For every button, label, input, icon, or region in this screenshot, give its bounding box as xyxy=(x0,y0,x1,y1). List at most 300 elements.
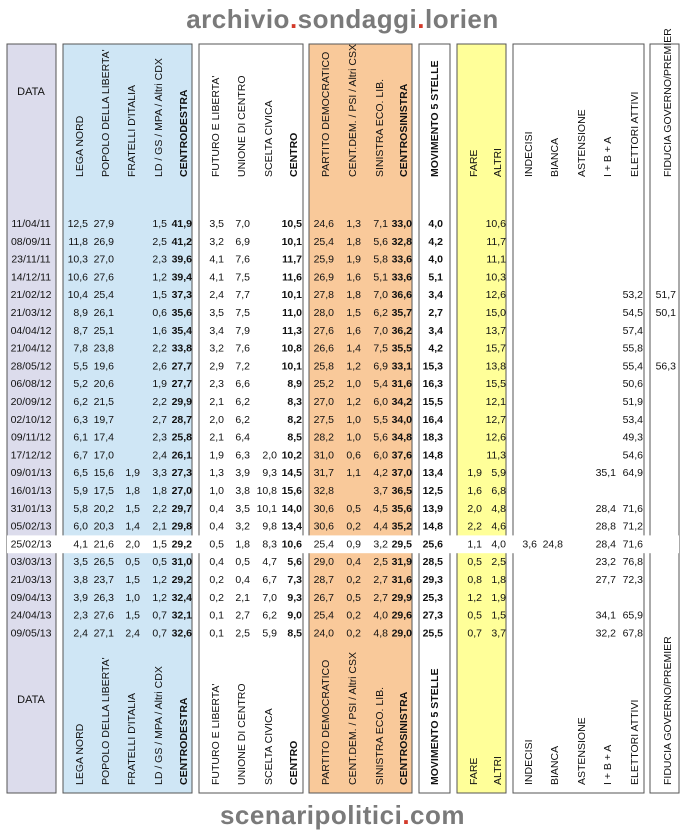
cell-lega: 4,1 xyxy=(73,538,88,551)
cell-ctr: 8,9 xyxy=(287,378,302,391)
cell-pd: 26,7 xyxy=(313,591,334,604)
cell-sel: 5,5 xyxy=(373,413,388,426)
cell-m5s: 14,8 xyxy=(422,520,443,533)
cell-fli: 1,0 xyxy=(209,485,224,497)
cell-ctr: 9,3 xyxy=(287,591,302,604)
cell-fli: 3,5 xyxy=(209,218,224,230)
cell-lega: 3,5 xyxy=(73,556,88,569)
cell-pd: 28,0 xyxy=(313,307,334,319)
cell-m5s: 13,4 xyxy=(422,467,443,480)
cell-lega: 10,3 xyxy=(67,253,88,266)
cell-cd: 0,4 xyxy=(346,556,361,569)
cell-pdl: 27,6 xyxy=(93,271,114,284)
cell-ea: 57,4 xyxy=(622,324,643,337)
cell-ld: 1,5 xyxy=(152,218,167,230)
cell-pdl: 23,8 xyxy=(93,342,114,355)
cell-data: 21/04/12 xyxy=(10,342,52,355)
cell-cdx: 35,6 xyxy=(171,307,192,319)
header-sel-top: SINISTRA ECO. LIB. xyxy=(374,78,386,177)
cell-ctr: 10,6 xyxy=(281,538,302,551)
cell-cd: 0,5 xyxy=(346,502,361,515)
cell-fare: 0,8 xyxy=(467,574,482,586)
cell-ea: 71,2 xyxy=(622,520,643,533)
cell-cd: 1,6 xyxy=(346,324,361,337)
cell-udc: 7,6 xyxy=(235,253,250,266)
cell-ctr: 8,3 xyxy=(287,396,302,408)
header-m5s-bottom: MOVIMENTO 5 STELLE xyxy=(429,668,441,785)
cell-ld: 1,9 xyxy=(152,378,167,391)
cell-ctr: 8,2 xyxy=(287,413,302,426)
cell-m5s: 3,4 xyxy=(428,289,443,302)
cell-ctr: 15,6 xyxy=(281,485,302,497)
cell-cd: 1,2 xyxy=(346,360,361,373)
cell-ea: 53,2 xyxy=(622,289,643,302)
cell-ctr: 8,5 xyxy=(287,431,302,444)
cell-altri: 4,8 xyxy=(491,502,506,515)
cell-ld: 0,5 xyxy=(152,556,167,569)
cell-fdi: 1,5 xyxy=(125,609,140,622)
cell-ea: 76,8 xyxy=(622,556,643,569)
cell-ld: 2,1 xyxy=(152,520,167,533)
header-pd-top: PARTITO DEMOCRATICO xyxy=(320,51,332,177)
cell-data: 31/01/13 xyxy=(10,502,52,515)
cell-fare: 1,2 xyxy=(467,591,482,604)
header-m5s-top: MOVIMENTO 5 STELLE xyxy=(429,60,441,177)
header-udc-bottom: UNIONE DI CENTRO xyxy=(236,683,248,785)
cell-fare: 2,0 xyxy=(467,502,482,515)
cell-cdx: 29,8 xyxy=(171,520,192,533)
cell-udc: 3,5 xyxy=(235,502,250,515)
header-iba-top: I + B + A xyxy=(602,136,614,177)
cell-ld: 2,6 xyxy=(152,360,167,373)
cell-ctr: 10,2 xyxy=(281,449,302,462)
cell-ld: 1,6 xyxy=(152,324,167,337)
cell-ctr: 9,0 xyxy=(287,609,302,622)
cell-m5s: 2,7 xyxy=(428,307,443,319)
cell-sel: 7,1 xyxy=(373,218,388,230)
cell-ld: 1,5 xyxy=(152,538,167,551)
cell-iba: 28,4 xyxy=(595,502,616,515)
cell-lega: 5,8 xyxy=(73,502,88,515)
cell-ld: 1,2 xyxy=(152,574,167,586)
cell-lega: 5,5 xyxy=(73,360,88,373)
cell-pdl: 20,3 xyxy=(93,520,114,533)
cell-pd: 30,6 xyxy=(313,502,334,515)
cell-data: 11/04/11 xyxy=(11,218,51,230)
header-fli-top: FUTURO E LIBERTA' xyxy=(210,75,222,177)
header-fli-bottom: FUTURO E LIBERTA' xyxy=(210,683,222,785)
cell-cdx: 31,0 xyxy=(171,556,192,569)
cell-cdx: 27,7 xyxy=(171,378,192,391)
cell-csx: 33,6 xyxy=(391,271,412,284)
cell-ea: 65,9 xyxy=(622,609,643,622)
header-cd-bottom: CENT.DEM. / PSI / Altri CSX xyxy=(347,651,359,785)
cell-m5s: 4,0 xyxy=(428,253,443,266)
cell-csx: 35,6 xyxy=(391,502,412,515)
cell-cd: 0,9 xyxy=(346,538,361,551)
header-fare-bottom: FARE xyxy=(468,757,480,785)
cell-fli: 2,1 xyxy=(209,396,224,408)
header-fid-bottom: FIDUCIA GOVERNO/PREMIER xyxy=(662,636,674,785)
cell-ctr: 14,0 xyxy=(281,502,302,515)
cell-pdl: 17,5 xyxy=(93,485,114,497)
cell-altri: 15,5 xyxy=(485,378,506,391)
cell-csx: 29,9 xyxy=(391,591,412,604)
cell-sel: 5,4 xyxy=(373,378,388,391)
cell-csx: 29,6 xyxy=(391,609,412,622)
header-ctr-bottom: CENTRO xyxy=(288,740,300,785)
header-pd-bottom: PARTITO DEMOCRATICO xyxy=(320,659,332,785)
header-udc-top: UNIONE DI CENTRO xyxy=(236,75,248,177)
cell-udc: 7,0 xyxy=(235,218,250,230)
title-dot: . xyxy=(417,4,425,34)
cell-data: 21/03/13 xyxy=(10,574,52,586)
cell-altri: 15,7 xyxy=(485,342,506,355)
cell-data: 09/04/13 xyxy=(10,591,52,604)
cell-csx: 35,5 xyxy=(391,342,412,355)
cell-cdx: 32,4 xyxy=(171,591,192,604)
cell-m5s: 27,3 xyxy=(422,609,443,622)
cell-pd: 27,6 xyxy=(313,324,334,337)
cell-pd: 24,6 xyxy=(313,218,334,230)
cell-fli: 0,4 xyxy=(209,556,224,569)
cell-data: 24/04/13 xyxy=(10,609,52,622)
cell-sel: 4,8 xyxy=(373,627,388,640)
header-csx-top: CENTROSINISTRA xyxy=(398,83,410,177)
cell-fli: 0,4 xyxy=(209,502,224,515)
cell-pd: 31,0 xyxy=(313,449,334,462)
cell-ctr: 10,1 xyxy=(281,289,302,302)
cell-ld: 0,7 xyxy=(152,627,167,640)
cell-data: 21/02/12 xyxy=(10,289,52,302)
cell-data: 03/03/13 xyxy=(10,556,52,569)
cell-cdx: 27,0 xyxy=(171,485,192,497)
cell-m5s: 28,5 xyxy=(422,556,443,569)
cell-cd: 0,6 xyxy=(346,449,361,462)
cell-ind: 3,6 xyxy=(522,538,537,551)
cell-cd: 1,3 xyxy=(346,218,361,230)
cell-cd: 1,0 xyxy=(346,413,361,426)
cell-lega: 10,4 xyxy=(67,289,88,302)
cell-data: 25/02/13 xyxy=(10,538,52,551)
cell-cd: 1,9 xyxy=(346,253,361,266)
header-altri-top: ALTRI xyxy=(492,148,504,177)
cell-cdx: 29,9 xyxy=(171,396,192,408)
cell-fli: 0,5 xyxy=(209,538,224,551)
cell-fli: 4,1 xyxy=(209,253,224,266)
cell-altri: 10,3 xyxy=(485,271,506,284)
cell-csx: 29,5 xyxy=(391,538,412,551)
cell-sel: 5,8 xyxy=(373,253,388,266)
cell-udc: 7,7 xyxy=(235,289,250,302)
cell-data: 06/08/12 xyxy=(10,378,52,391)
cell-fare: 0,7 xyxy=(467,627,482,640)
cell-altri: 13,8 xyxy=(485,360,506,373)
cell-altri: 1,8 xyxy=(491,574,506,586)
cell-sel: 5,6 xyxy=(373,431,388,444)
cell-altri: 11,7 xyxy=(486,235,506,248)
cell-sel: 2,7 xyxy=(373,574,388,586)
cell-udc: 6,2 xyxy=(235,413,250,426)
cell-ld: 2,2 xyxy=(152,502,167,515)
header-ind-bottom: INDECISI xyxy=(523,739,535,785)
cell-csx: 35,2 xyxy=(391,520,412,533)
header-bia-top: BIANCA xyxy=(549,137,561,177)
cell-pd: 25,8 xyxy=(313,360,334,373)
footer-part: com xyxy=(410,800,466,830)
cell-cdx: 39,4 xyxy=(171,271,192,284)
cell-lega: 3,8 xyxy=(73,574,88,586)
header-lega-top: LEGA NORD xyxy=(74,115,86,177)
header-ea-bottom: ELETTORI ATTIVI xyxy=(629,699,641,785)
cell-sel: 5,1 xyxy=(373,271,388,284)
cell-m5s: 15,3 xyxy=(422,360,443,373)
cell-udc: 0,5 xyxy=(235,556,250,569)
cell-ea: 55,4 xyxy=(622,360,643,373)
cell-cdx: 29,2 xyxy=(171,538,192,551)
cell-ctr: 10,8 xyxy=(281,342,302,355)
cell-cdx: 35,4 xyxy=(171,324,192,337)
cell-ld: 3,3 xyxy=(152,467,167,480)
title-part: sondaggi xyxy=(297,4,418,34)
cell-sel: 7,0 xyxy=(373,289,388,302)
cell-udc: 6,2 xyxy=(235,396,250,408)
cell-pdl: 26,3 xyxy=(93,591,114,604)
cell-sel: 5,6 xyxy=(373,235,388,248)
cell-pd: 27,5 xyxy=(313,413,334,426)
cell-pdl: 23,7 xyxy=(93,574,114,586)
cell-pd: 26,9 xyxy=(313,271,334,284)
cell-lega: 6,3 xyxy=(73,413,88,426)
header-pdl-bottom: POPOLO DELLA LIBERTA' xyxy=(100,657,112,785)
cell-ld: 1,5 xyxy=(152,289,167,302)
cell-pd: 32,8 xyxy=(313,485,334,497)
cell-pd: 29,0 xyxy=(313,556,334,569)
cell-ea: 50,6 xyxy=(622,378,643,391)
cell-cd: 1,0 xyxy=(346,431,361,444)
cell-cd: 1,4 xyxy=(346,342,361,355)
cell-ld: 1,2 xyxy=(152,591,167,604)
cell-pd: 25,9 xyxy=(313,253,334,266)
cell-ctr: 11,7 xyxy=(282,253,302,266)
cell-altri: 12,1 xyxy=(485,396,506,408)
cell-data: 21/03/12 xyxy=(10,307,52,319)
cell-fare: 1,9 xyxy=(467,467,482,480)
cell-pdl: 27,0 xyxy=(93,253,114,266)
cell-pdl: 21,6 xyxy=(93,538,114,551)
cell-ctr: 10,1 xyxy=(281,235,302,248)
cell-ld: 2,2 xyxy=(152,396,167,408)
header-ld-bottom: LD / GS / MPA / Altri CDX xyxy=(153,666,165,785)
cell-fdi: 1,5 xyxy=(125,574,140,586)
cell-csx: 32,8 xyxy=(391,235,412,248)
cell-csx: 29,0 xyxy=(391,627,412,640)
cell-udc: 6,6 xyxy=(235,378,250,391)
cell-udc: 3,2 xyxy=(235,520,250,533)
cell-sel: 6,2 xyxy=(373,307,388,319)
cell-data: 23/11/11 xyxy=(11,253,51,266)
cell-fli: 0,2 xyxy=(209,574,224,586)
cell-udc: 2,7 xyxy=(235,609,250,622)
cell-udc: 1,8 xyxy=(235,538,250,551)
cell-pdl: 26,1 xyxy=(93,307,114,319)
header-iba-bottom: I + B + A xyxy=(602,744,614,785)
cell-data: 04/04/12 xyxy=(10,324,52,337)
cell-fli: 2,3 xyxy=(209,378,224,391)
header-cdx-top: CENTRODESTRA xyxy=(178,89,190,177)
cell-cdx: 29,2 xyxy=(171,574,192,586)
cell-fli: 0,4 xyxy=(209,520,224,533)
cell-fdi: 0,5 xyxy=(125,556,140,569)
cell-m5s: 15,5 xyxy=(422,396,443,408)
cell-lega: 6,2 xyxy=(73,396,88,408)
cell-udc: 7,6 xyxy=(235,342,250,355)
header-fare-top: FARE xyxy=(468,149,480,177)
cell-m5s: 4,0 xyxy=(428,218,443,230)
cell-pdl: 25,1 xyxy=(93,324,114,337)
cell-altri: 12,6 xyxy=(485,289,506,302)
cell-lega: 2,3 xyxy=(73,609,88,622)
cell-lega: 12,5 xyxy=(67,218,88,230)
cell-sel: 3,2 xyxy=(373,538,388,551)
cell-cd: 0,2 xyxy=(346,574,361,586)
cell-m5s: 14,8 xyxy=(422,449,443,462)
cell-altri: 4,0 xyxy=(491,538,506,551)
header-pdl-top: POPOLO DELLA LIBERTA' xyxy=(100,49,112,177)
cell-m5s: 13,9 xyxy=(422,502,443,515)
cell-csx: 34,8 xyxy=(391,431,412,444)
cell-sc: 10,1 xyxy=(256,502,277,515)
cell-pd: 30,6 xyxy=(313,520,334,533)
header-cd-top: CENT.DEM. / PSI / Altri CSX xyxy=(347,43,359,177)
cell-csx: 33,0 xyxy=(391,218,412,230)
cell-ea: 64,9 xyxy=(622,467,643,480)
cell-fli: 2,1 xyxy=(209,431,224,444)
cell-ctr: 14,5 xyxy=(281,467,302,480)
cell-data: 17/12/12 xyxy=(10,449,52,462)
cell-lega: 11,8 xyxy=(68,235,88,248)
cell-ea: 54,6 xyxy=(622,449,643,462)
cell-ld: 2,4 xyxy=(152,449,167,462)
cell-udc: 0,4 xyxy=(235,574,250,586)
cell-fid: 56,3 xyxy=(655,360,676,373)
cell-cdx: 27,7 xyxy=(171,360,192,373)
cell-pdl: 19,6 xyxy=(93,360,114,373)
header-ctr-top: CENTRO xyxy=(288,132,300,177)
header-cdx-bottom: CENTRODESTRA xyxy=(178,697,190,785)
cell-lega: 6,5 xyxy=(73,467,88,480)
cell-fdi: 1,5 xyxy=(125,502,140,515)
cell-pd: 27,0 xyxy=(313,396,334,408)
cell-m5s: 16,3 xyxy=(422,378,443,391)
cell-udc: 2,1 xyxy=(235,591,250,604)
cell-csx: 35,7 xyxy=(391,307,412,319)
cell-sc: 2,0 xyxy=(262,449,277,462)
cell-pdl: 17,0 xyxy=(93,449,114,462)
cell-fid: 50,1 xyxy=(655,307,676,319)
cell-lega: 10,6 xyxy=(67,271,88,284)
cell-pd: 26,6 xyxy=(313,342,334,355)
cell-ld: 1,8 xyxy=(152,485,167,497)
cell-sel: 3,7 xyxy=(373,485,388,497)
cell-ctr: 11,0 xyxy=(282,307,302,319)
cell-fare: 2,2 xyxy=(467,520,482,533)
cell-fdi: 1,9 xyxy=(125,467,140,480)
cell-ld: 2,3 xyxy=(152,253,167,266)
cell-cd: 0,5 xyxy=(346,591,361,604)
cell-data: 09/05/13 xyxy=(10,627,52,640)
cell-sel: 2,7 xyxy=(373,591,388,604)
cell-ea: 72,3 xyxy=(622,574,643,586)
cell-csx: 36,6 xyxy=(391,289,412,302)
cell-pdl: 27,6 xyxy=(93,609,114,622)
cell-sel: 6,0 xyxy=(373,449,388,462)
cell-iba: 32,2 xyxy=(595,627,616,640)
cell-sel: 2,5 xyxy=(373,556,388,569)
cell-data: 08/09/11 xyxy=(10,235,52,248)
cell-cd: 0,2 xyxy=(346,520,361,533)
cell-csx: 36,5 xyxy=(391,485,412,497)
cell-fli: 3,5 xyxy=(209,307,224,319)
cell-pd: 28,2 xyxy=(313,431,334,444)
cell-ld: 2,2 xyxy=(152,342,167,355)
cell-ld: 0,6 xyxy=(152,307,167,319)
cell-fare: 0,5 xyxy=(467,556,482,569)
cell-csx: 34,0 xyxy=(391,413,412,426)
footer-dot: . xyxy=(402,800,411,830)
cell-cd: 1,8 xyxy=(346,289,361,302)
cell-fdi: 1,8 xyxy=(125,485,140,497)
header-ast-bottom: ASTENSIONE xyxy=(576,717,588,785)
cell-csx: 33,1 xyxy=(391,360,412,373)
cell-sc: 7,0 xyxy=(262,591,277,604)
cell-sel: 7,0 xyxy=(373,324,388,337)
cell-pd: 25,2 xyxy=(313,378,334,391)
cell-altri: 2,5 xyxy=(491,556,506,569)
cell-fare: 1,6 xyxy=(467,485,482,497)
cell-data: 20/09/12 xyxy=(10,396,52,408)
cell-altri: 11,1 xyxy=(486,253,506,266)
cell-m5s: 18,3 xyxy=(422,431,443,444)
cell-altri: 13,7 xyxy=(485,324,506,337)
cell-ctr: 8,5 xyxy=(287,627,302,640)
cell-pdl: 26,5 xyxy=(93,556,114,569)
cell-udc: 6,3 xyxy=(235,449,250,462)
cell-altri: 1,9 xyxy=(491,591,506,604)
title-part: archivio xyxy=(186,4,290,34)
cell-udc: 3,8 xyxy=(235,485,250,497)
cell-altri: 12,6 xyxy=(485,431,506,444)
cell-pd: 25,4 xyxy=(313,235,334,248)
cell-udc: 3,9 xyxy=(235,467,250,480)
cell-ea: 67,8 xyxy=(622,627,643,640)
cell-fli: 0,2 xyxy=(209,591,224,604)
cell-data: 16/01/13 xyxy=(10,485,52,497)
cell-iba: 28,4 xyxy=(595,538,616,551)
cell-m5s: 29,3 xyxy=(422,574,443,586)
cell-csx: 37,6 xyxy=(391,449,412,462)
cell-fli: 3,2 xyxy=(209,342,224,355)
cell-sel: 6,0 xyxy=(373,396,388,408)
cell-lega: 3,9 xyxy=(73,591,88,604)
cell-iba: 34,1 xyxy=(595,609,616,622)
cell-m5s: 4,2 xyxy=(428,235,443,248)
cell-sel: 4,2 xyxy=(373,467,388,480)
cell-cdx: 33,8 xyxy=(171,342,192,355)
header-altri-bottom: ALTRI xyxy=(492,756,504,785)
cell-ctr: 11,3 xyxy=(282,324,302,337)
cell-altri: 15,0 xyxy=(485,307,506,319)
